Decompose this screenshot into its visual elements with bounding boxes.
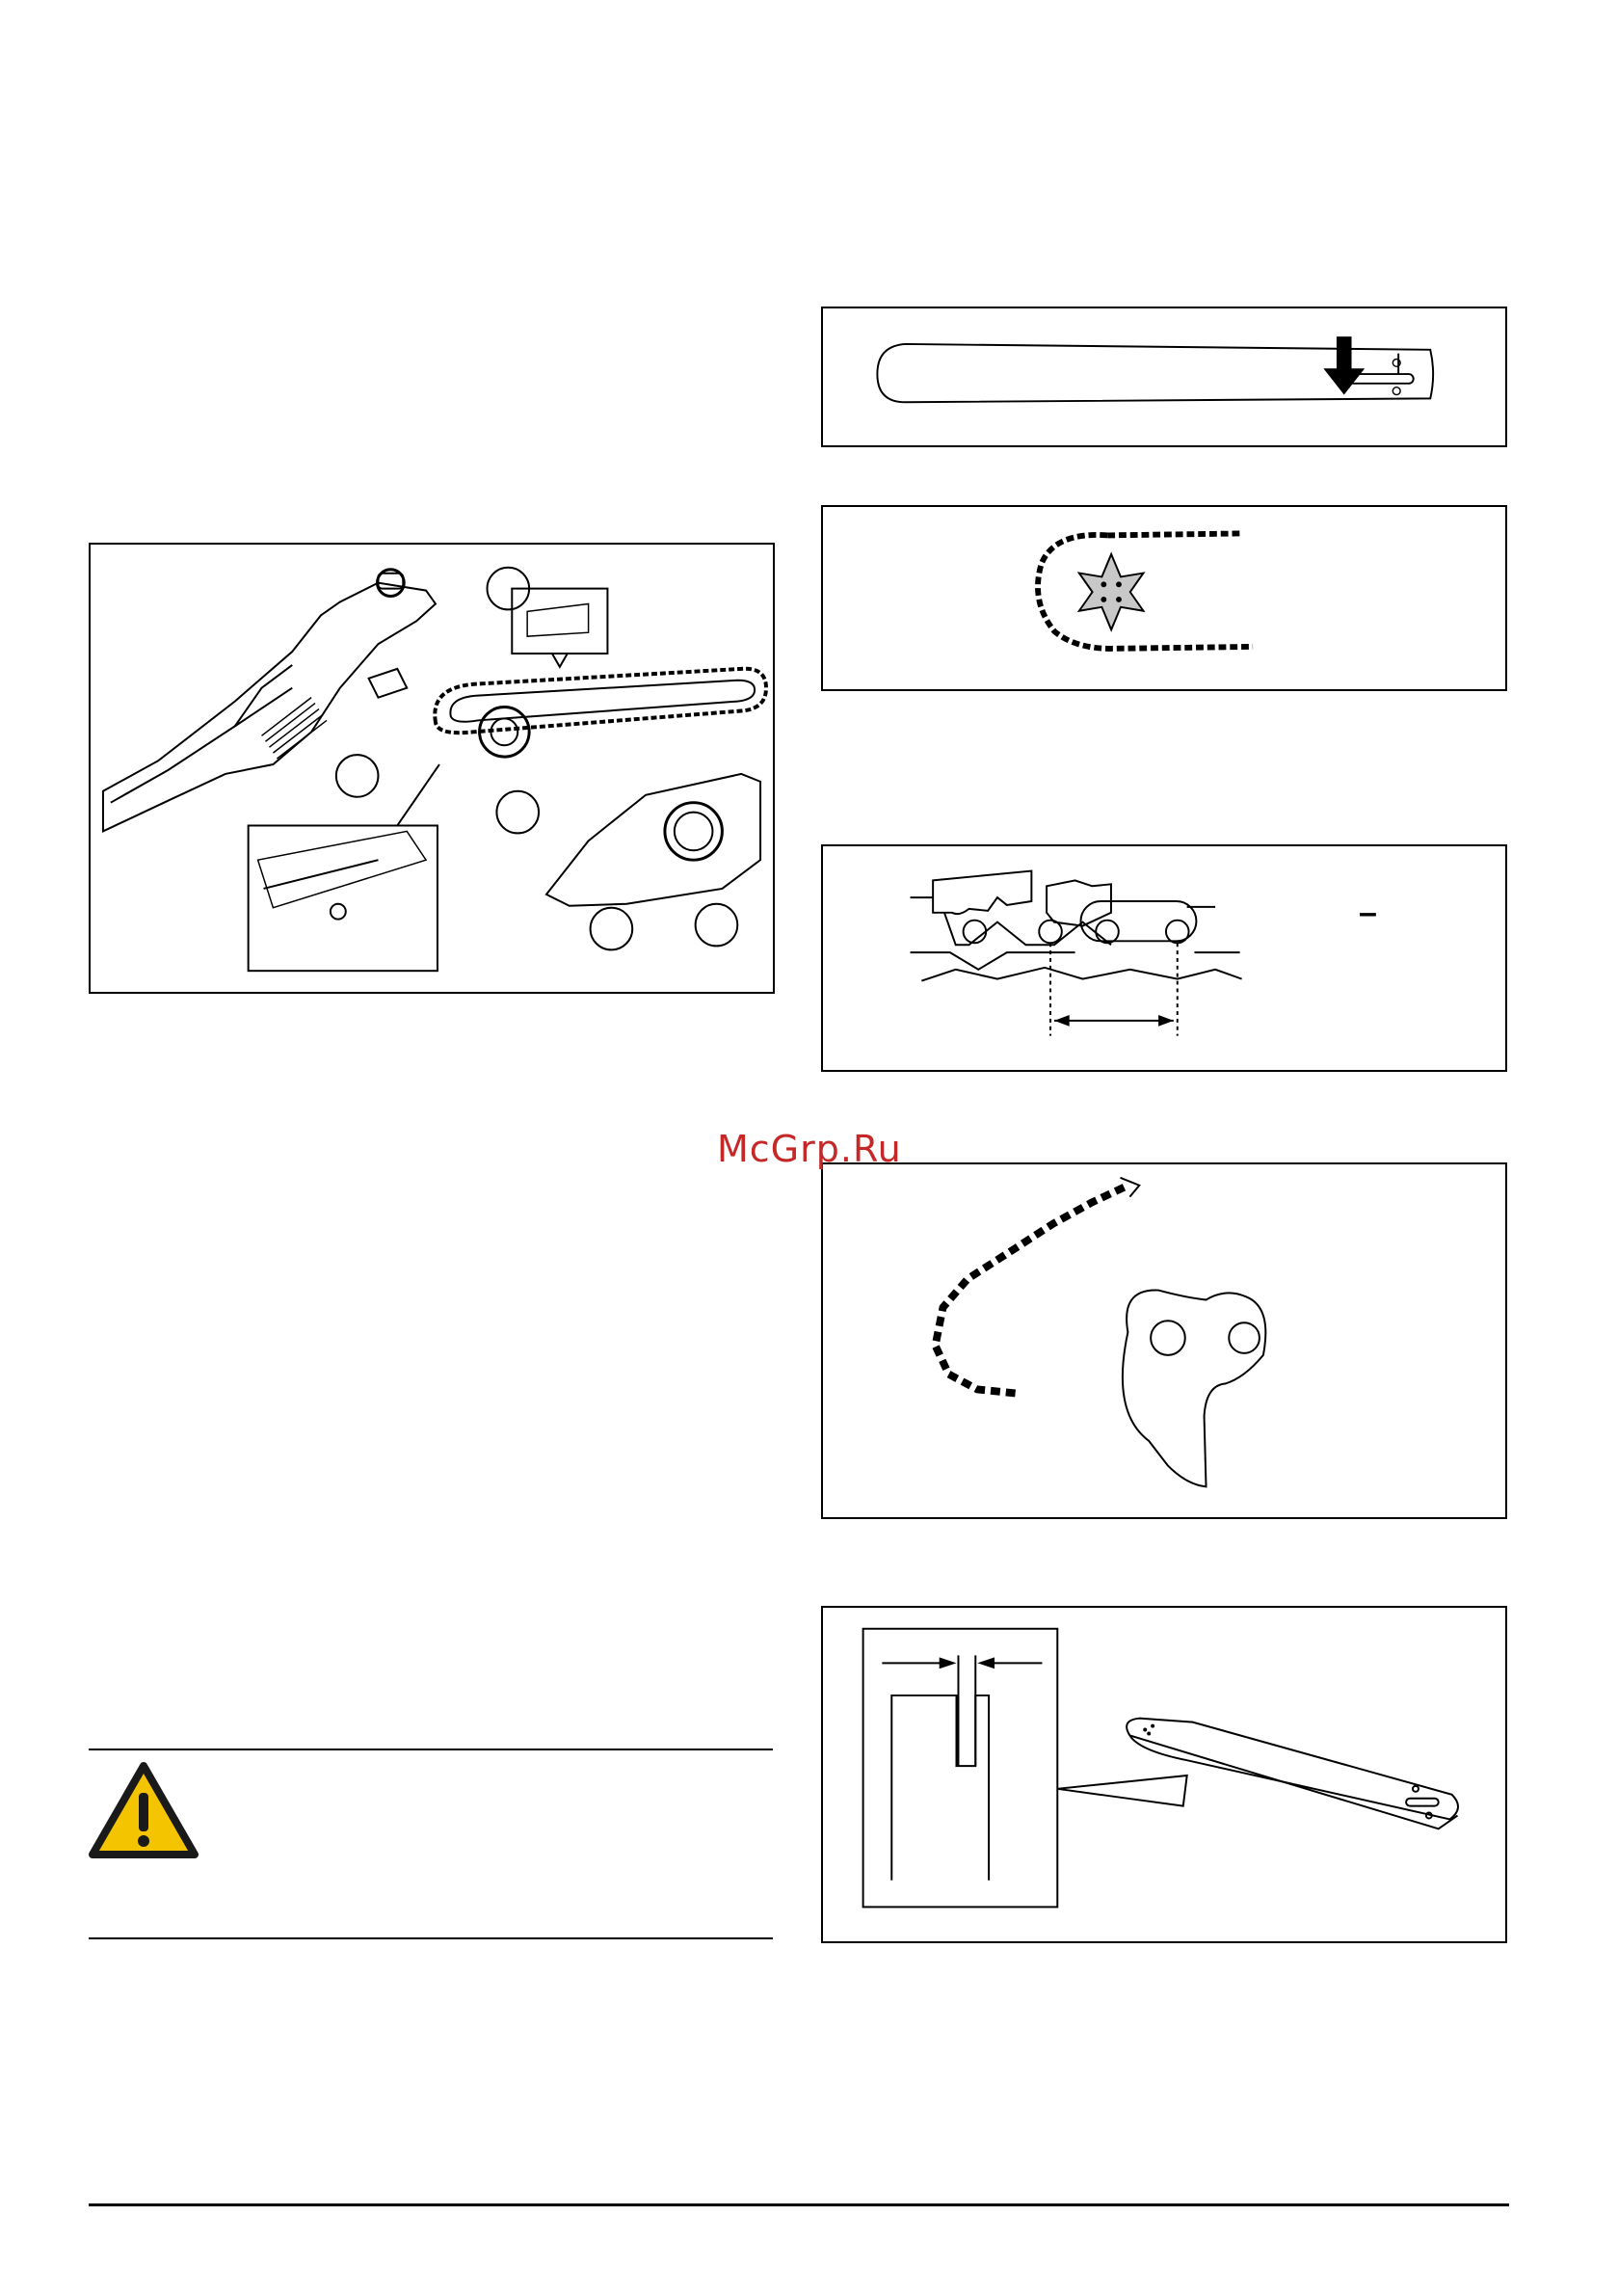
sprocket-illustration — [823, 507, 1505, 689]
watermark-text: McGrp.Ru — [717, 1128, 902, 1170]
pitch-symbol: – — [1359, 894, 1377, 931]
arrow-down-icon — [1323, 368, 1365, 394]
figure-chain-sprocket — [821, 505, 1507, 691]
footer-rule — [89, 2203, 1509, 2206]
pole-saw-illustration — [91, 545, 773, 992]
figure-pole-saw-assembly — [89, 543, 775, 994]
chain-pitch-illustration — [823, 846, 1505, 1070]
figure-chain-pitch — [821, 844, 1507, 1072]
guide-bar-illustration — [823, 308, 1505, 445]
figure-bar-groove — [821, 1606, 1507, 1943]
figure-guide-bar — [821, 307, 1507, 447]
sprocket-icon — [1079, 554, 1144, 629]
warning-triangle-icon — [87, 1760, 200, 1860]
figure-chain-drive-link — [821, 1162, 1507, 1519]
bar-groove-illustration — [823, 1608, 1505, 1941]
warning-top-rule — [89, 1749, 773, 1750]
chain-drive-link-illustration — [823, 1164, 1505, 1517]
warning-bottom-rule — [89, 1937, 773, 1939]
